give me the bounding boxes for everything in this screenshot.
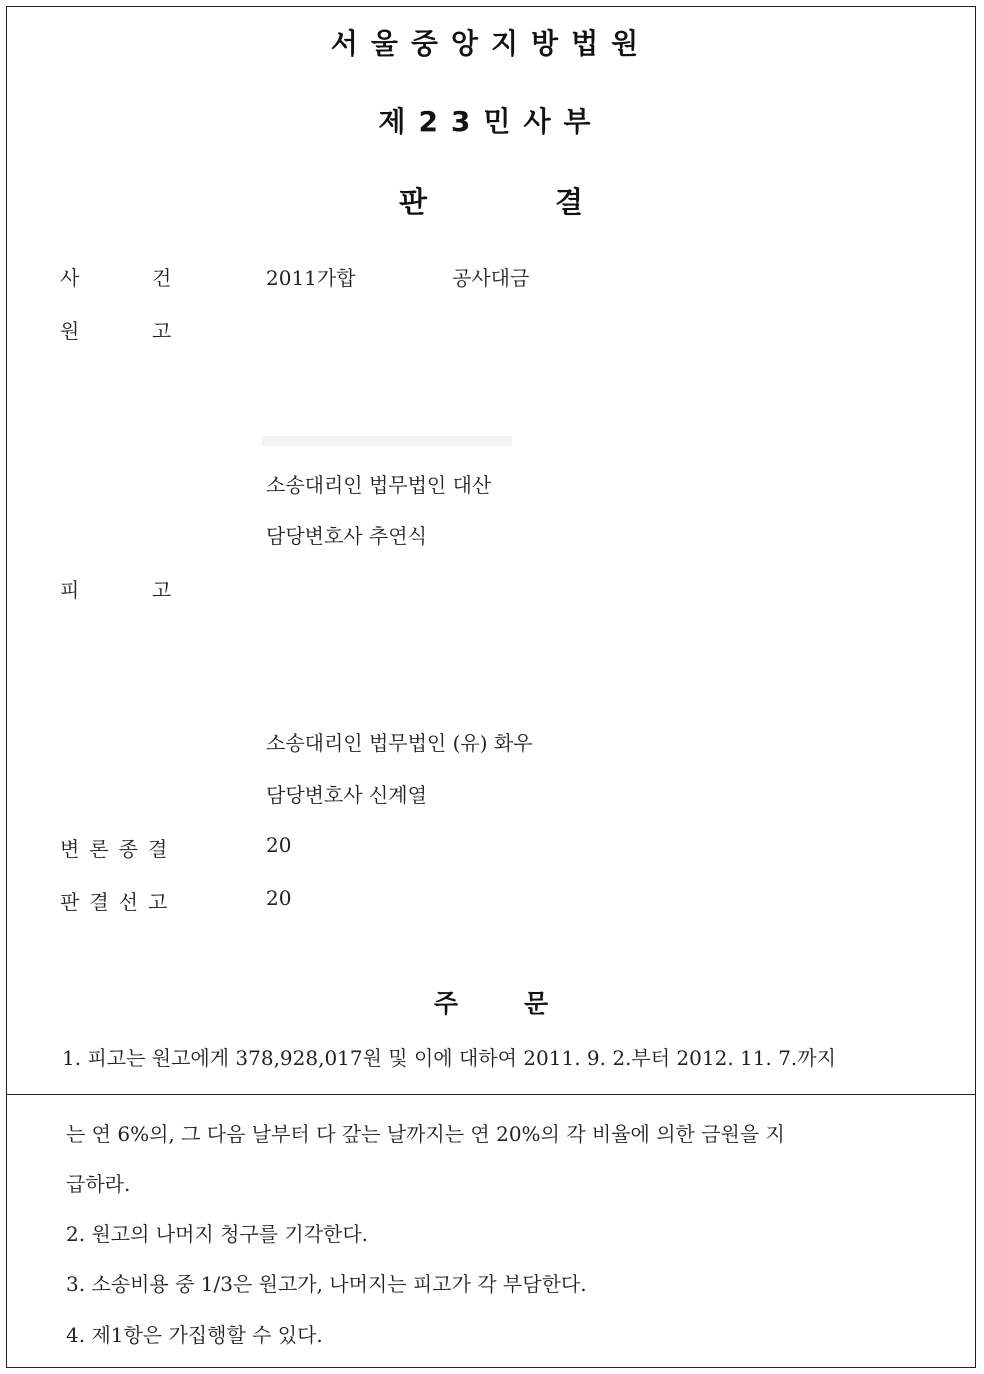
plaintiff-label: 원 고 [60,319,172,343]
plaintiff-counsel: 소송대리인 법무법인 대산 [266,473,492,497]
page-divider [6,1094,976,1095]
order-title-right: 문 [524,989,549,1018]
case-number: 2011가합 [266,266,356,290]
case-label: 사 건 [60,266,172,290]
case-name: 공사대금 [452,266,530,290]
division-name: 제23민사부 [378,105,604,138]
order-title [6,984,976,1020]
document-title-right: 결 [555,185,584,219]
order-line: 1. 피고는 원고에게 378,928,017원 및 이에 대하여 2011. 9. 2.부터 2012. 11. 7.까지 [62,1046,836,1070]
closing-label: 변론종결 [60,837,178,861]
ruling-label: 판결선고 [60,890,178,914]
order-title-left: 주 [433,989,458,1018]
ruling-value: 20 [266,886,292,910]
order-line: 2. 원고의 나머지 청구를 기각한다. [66,1222,369,1246]
defendant-label: 피 고 [60,578,172,602]
court-name: 서울중앙지방법원 [330,27,652,60]
defendant-attorney: 담당변호사 신계열 [266,783,427,807]
document-title [6,180,976,221]
order-line: 4. 제1항은 가집행할 수 있다. [66,1323,323,1347]
document-title-left: 판 [398,185,427,219]
redacted-area [262,436,512,446]
defendant-counsel: 소송대리인 법무법인 (유) 화우 [266,731,533,755]
plaintiff-attorney: 담당변호사 추연식 [266,524,427,548]
order-line: 급하라. [66,1172,131,1196]
order-line: 는 연 6%의, 그 다음 날부터 다 갚는 날까지는 연 20%의 각 비율에 의한 금원을 지 [66,1122,785,1146]
closing-value: 20 [266,833,292,857]
order-line: 3. 소송비용 중 1/3은 원고가, 나머지는 피고가 각 부담한다. [66,1272,587,1296]
